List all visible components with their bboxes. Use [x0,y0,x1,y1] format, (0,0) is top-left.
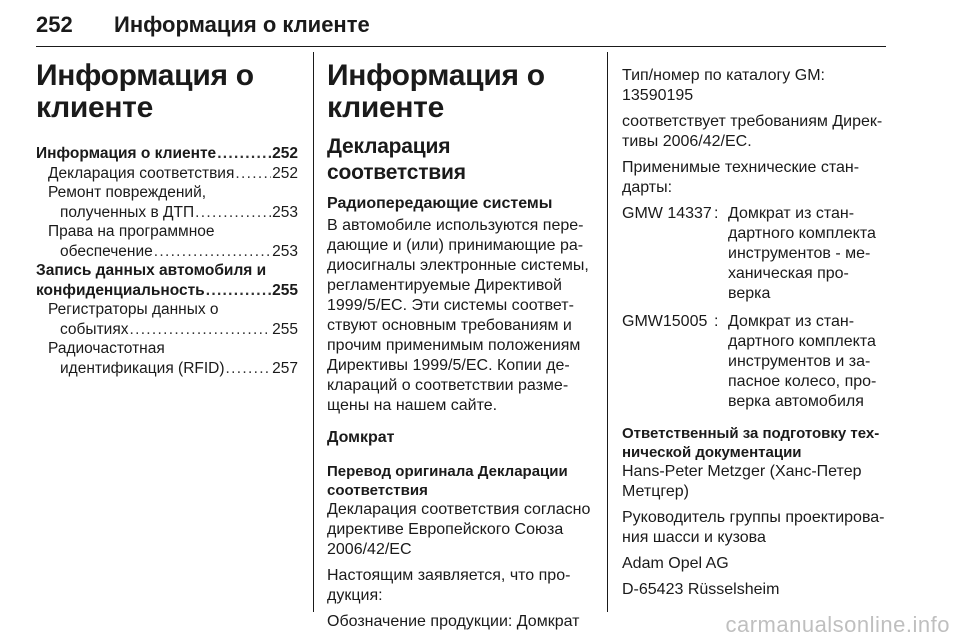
toc-leader-dots [235,164,271,184]
toc-leader-dots [206,281,271,301]
watermark: carmanualsonline.info [725,612,950,637]
column-divider [607,52,608,612]
standard-code: GMW 14337 [622,205,712,222]
toc-entry[interactable] [36,300,298,339]
toc-entry-label-line: Ремонт повреждений, [48,184,207,201]
toc-entry-label: Декларация соответствия [48,164,235,182]
toc-title: Информация о клиенте [36,59,254,124]
toc-entry[interactable] [36,183,298,222]
toc-entry[interactable] [36,164,298,184]
toc-leader-dots [129,320,271,340]
standard-code: GMW15005 [622,313,708,330]
standard-item [622,312,886,412]
standard-item [622,204,886,304]
toc-entry-page: 252 [272,164,298,182]
declaration-column [327,52,591,638]
toc-entry-page: 252 [272,145,298,162]
declaration-statement: Настоящим заявляется, что про-дукция: [327,567,571,604]
standard-description: Домкрат из стан-дартного комплекта инструментов - ме-ханическая про-верка [728,205,876,302]
page-header [36,6,886,47]
standard-separator: : [714,313,719,330]
toc-entry-label-line: идентификация (RFID) [60,359,225,377]
toc-entry-label-line: Права на программное [48,223,215,240]
toc-entry[interactable] [36,339,298,378]
page-number: 252 [36,12,73,37]
translation-heading: Перевод оригинала Декларации соответствия [327,463,568,499]
toc-leader-dots [154,242,271,262]
toc-entry-label-line: Регистраторы данных о [48,301,219,318]
toc-entry-label-line: обеспечение [60,242,153,260]
product-designation: Обозначение продукции: Домкрат [327,613,580,630]
toc-entry-label-line: полученных в ДТП [60,203,195,221]
jack-heading: Домкрат [327,429,395,446]
toc-entry-page: 253 [272,203,298,221]
type-number-text: Тип/номер по каталогу GM: 13590195 [622,67,825,104]
toc-entry[interactable] [36,222,298,261]
standards-list [622,204,886,412]
toc-column [36,52,298,378]
radio-systems-text: В автомобиле используются пере-дающие и (или) принимающие ра-диосигналы электронные системы, регламентируемые Директивой 1999/5/ЕС. Эти системы соответ-ствуют основным требованиям и прочим применимым положениям Директивы 1999/5/ЕС. Копии де-клараций о соответствии разме-щены на нашем сайте. [327,217,589,414]
section-main-title: Информация о клиенте [327,59,545,124]
toc-entry-label-line: Запись данных автомобиля и [36,262,267,279]
standards-intro: Применимые технические стан-дарты: [622,159,860,196]
column-divider [313,52,314,612]
toc-entry-label-line: событиях [60,320,129,338]
toc-leader-dots [195,203,271,223]
toc-entry[interactable] [36,261,298,300]
standards-column [622,66,886,606]
compliance-text: соответствует требованиям Дирек-тивы 2006/42/EC. [622,113,883,150]
toc-entry-label-line: конфиденциальность [36,281,205,299]
toc-entry-label: Информация о клиенте [36,145,217,162]
translation-text: Декларация соответствия согласно директиве Европейского Союза 2006/42/EC [327,501,591,558]
toc-entry-page: 253 [272,242,298,260]
standard-separator: : [714,205,719,222]
responsible-role: Руководитель группы проектирова-ния шасси и кузова [622,509,885,546]
toc-entry-page: 255 [272,320,298,338]
company-address: D-65423 Rüsselsheim [622,581,780,598]
company-name: Adam Opel AG [622,555,729,572]
toc-entry-page: 257 [272,359,298,377]
toc-leader-dots [217,144,271,164]
standard-description: Домкрат из стан-дартного комплекта инструментов и за-пасное колесо, про-верка автомобиля [728,313,877,410]
toc-entry[interactable] [36,144,298,164]
radio-systems-heading: Радиопередающие системы [327,195,553,212]
responsible-heading: Ответственный за подготовку тех-нической документации [622,425,880,461]
toc-entry-label-line: Радиочастотная [48,340,165,357]
toc-entry-page: 255 [272,281,298,299]
toc-leader-dots [226,359,272,379]
declaration-heading: Декларация соответствия [327,135,466,184]
running-head: Информация о клиенте [114,12,370,37]
responsible-name: Hans-Peter Metzger (Ханс-Петер Метцгер) [622,463,862,500]
